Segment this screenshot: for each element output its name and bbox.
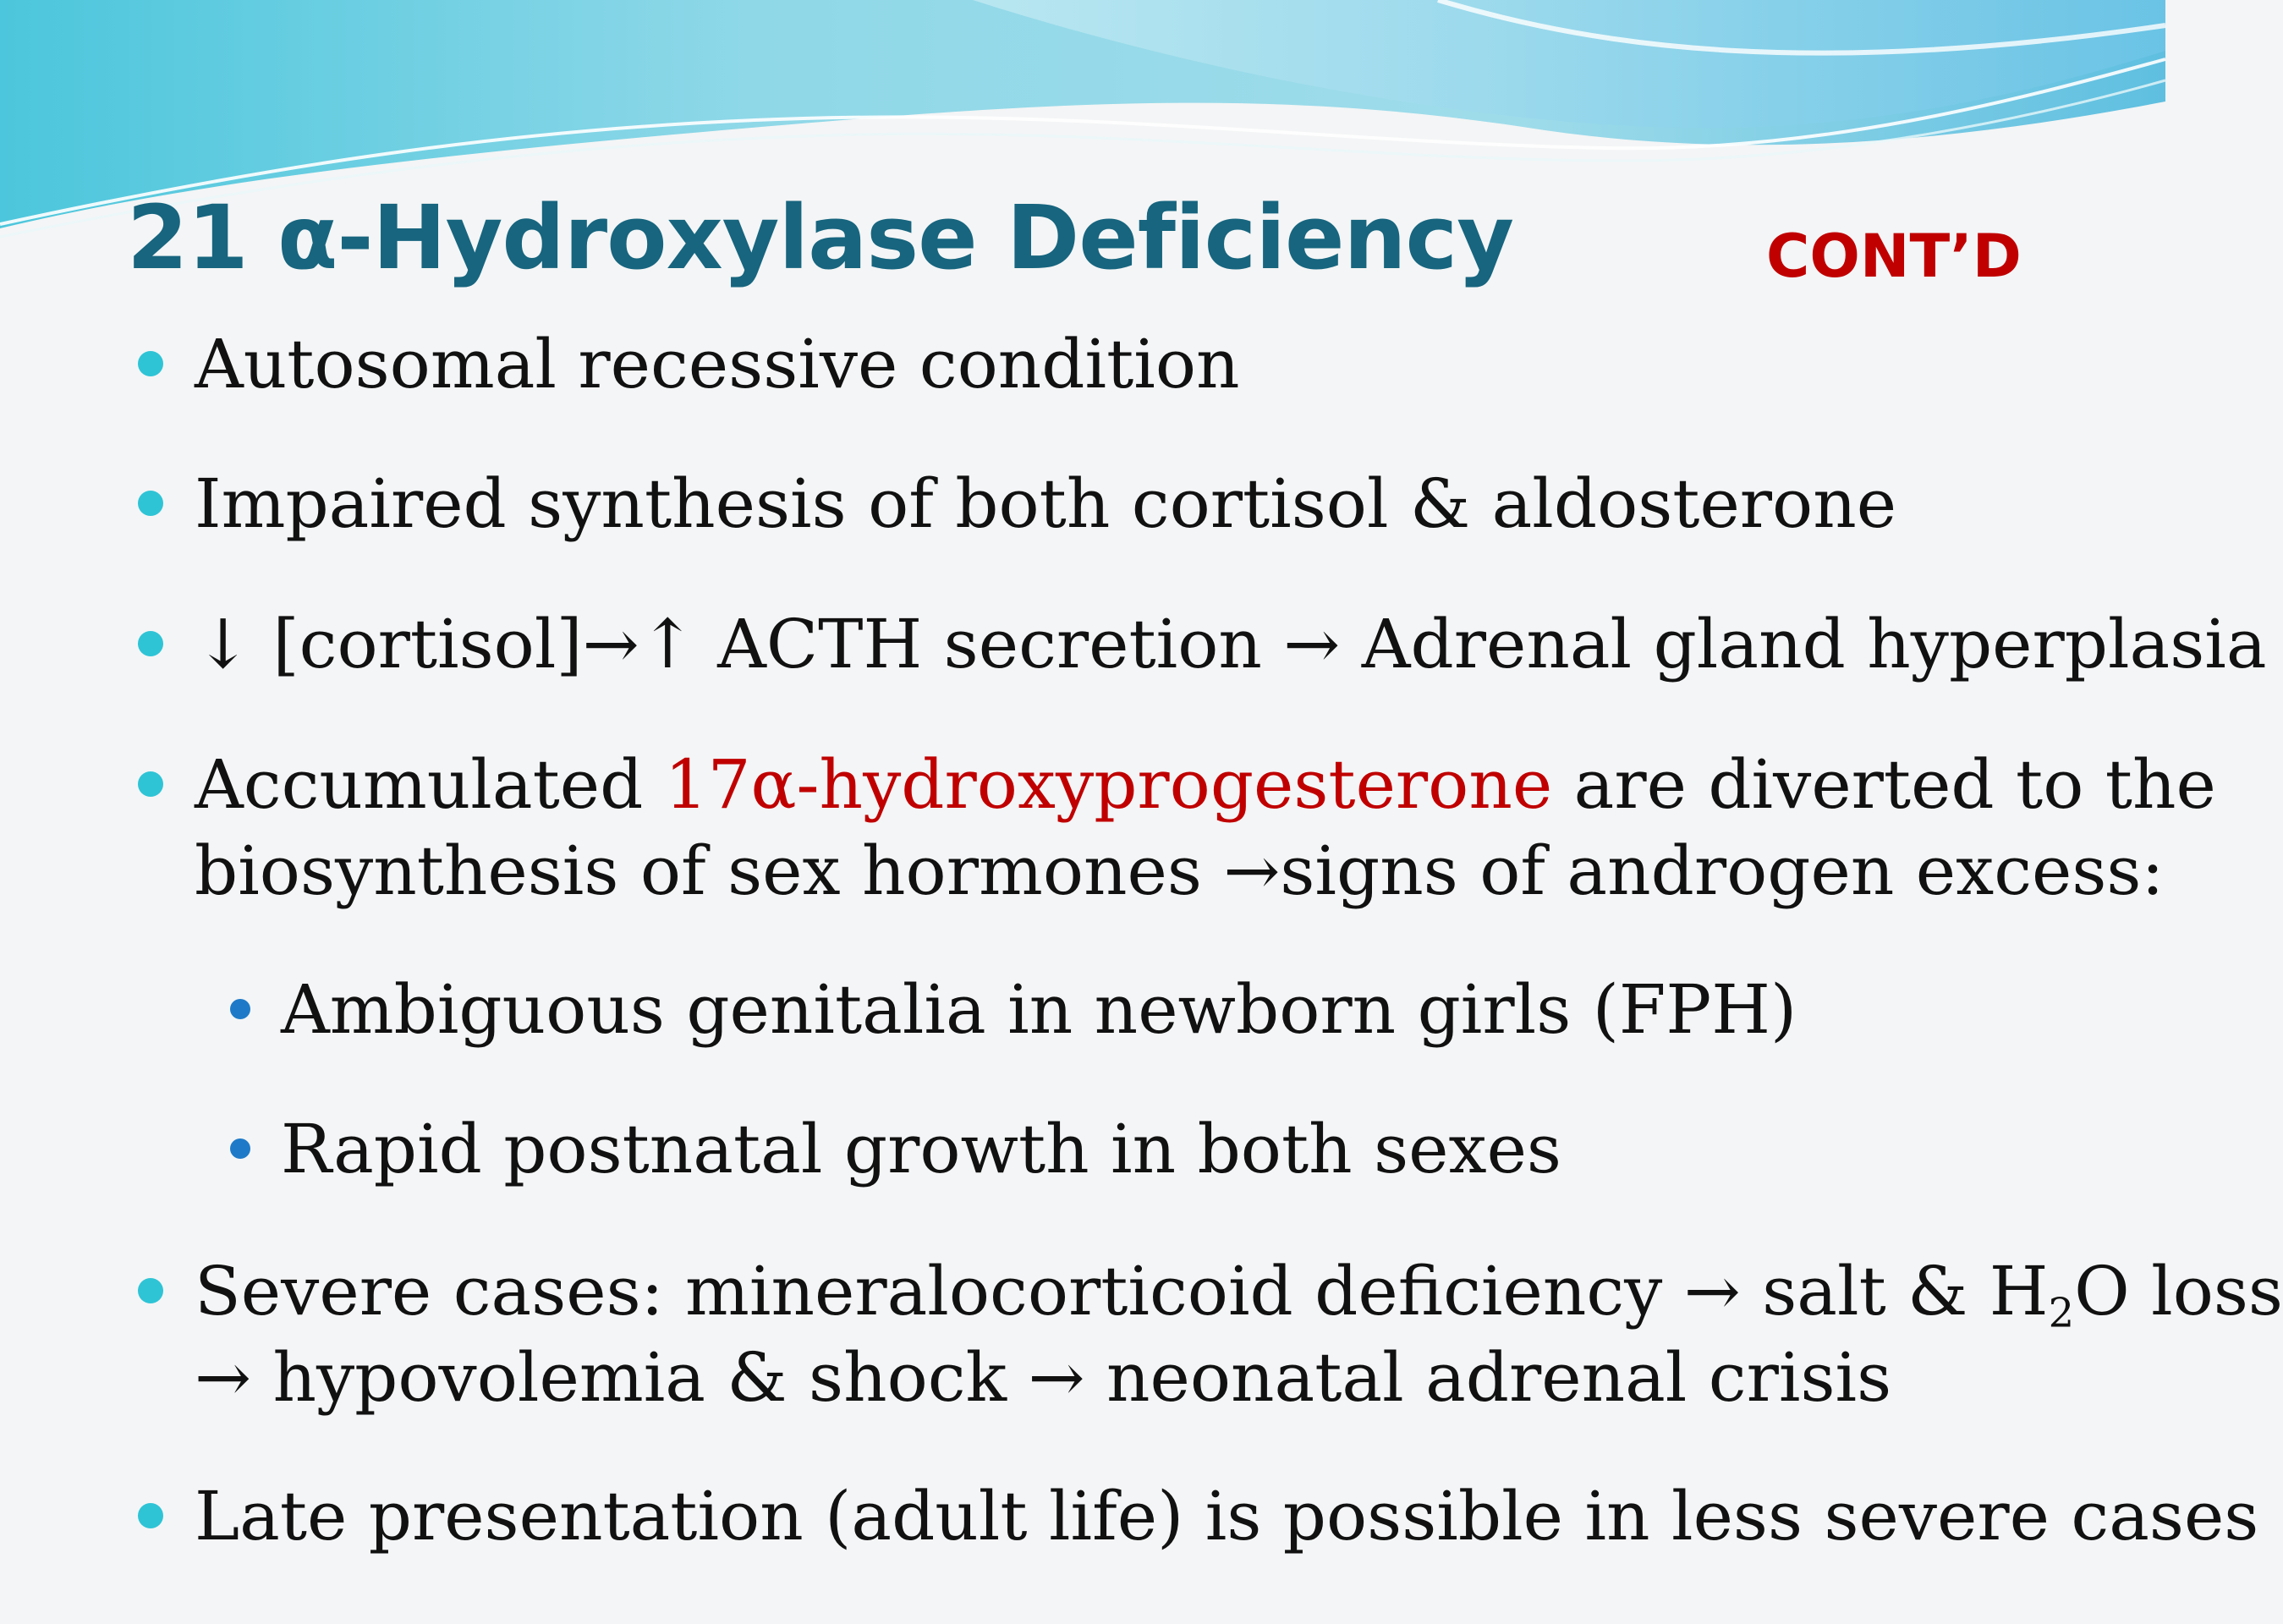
continued-label: CONT’D	[1766, 222, 2022, 291]
bullet-severe-cases-line2: → hypovolemia & shock → neonatal adrenal crisis	[195, 1338, 1892, 1417]
sub-bullet-rapid-growth: Rapid postnatal growth in both sexes	[281, 1110, 1561, 1188]
bullet-impaired-synthesis: Impaired synthesis of both cortisol & aldosterone	[195, 464, 1897, 543]
bullet-accumulated	[195, 742, 2216, 828]
bullet-dot-icon	[138, 491, 163, 516]
text-segment: Severe cases: mineralocorticoid deficiency → salt & H	[195, 1252, 2049, 1330]
bullet-dot-icon	[138, 631, 163, 656]
bullet-acth-pathway: ↓ [cortisol]→↑ ACTH secretion → Adrenal gland hyperplasia	[195, 605, 2267, 683]
bullet-dot-icon	[138, 351, 163, 376]
sub-bullet-dot-icon	[230, 1138, 250, 1159]
text-segment: O loss	[2074, 1252, 2283, 1330]
bullet-accumulated-line2: biosynthesis of sex hormones →signs of androgen excess:	[195, 831, 2165, 910]
bullet-dot-icon	[138, 771, 163, 797]
bullet-dot-icon	[138, 1503, 163, 1528]
text-segment: are diverted to the	[1552, 745, 2216, 824]
text-segment: Accumulated	[195, 745, 665, 824]
bullet-late-presentation: Late presentation (adult life) is possible in less severe cases	[195, 1477, 2259, 1555]
sub-bullet-dot-icon	[230, 999, 250, 1019]
bullet-autosomal: Autosomal recessive condition	[195, 325, 1240, 403]
highlight-17-ohp: 17α-hydroxyprogesterone	[664, 745, 1553, 824]
bullet-dot-icon	[138, 1278, 163, 1303]
sub-bullet-ambiguous-genitalia: Ambiguous genitalia in newborn girls (FPH)	[281, 970, 1797, 1049]
slide-title: 21 α-Hydroxylase Deficiency	[127, 186, 1513, 289]
subscript: 2	[2048, 1289, 2075, 1337]
